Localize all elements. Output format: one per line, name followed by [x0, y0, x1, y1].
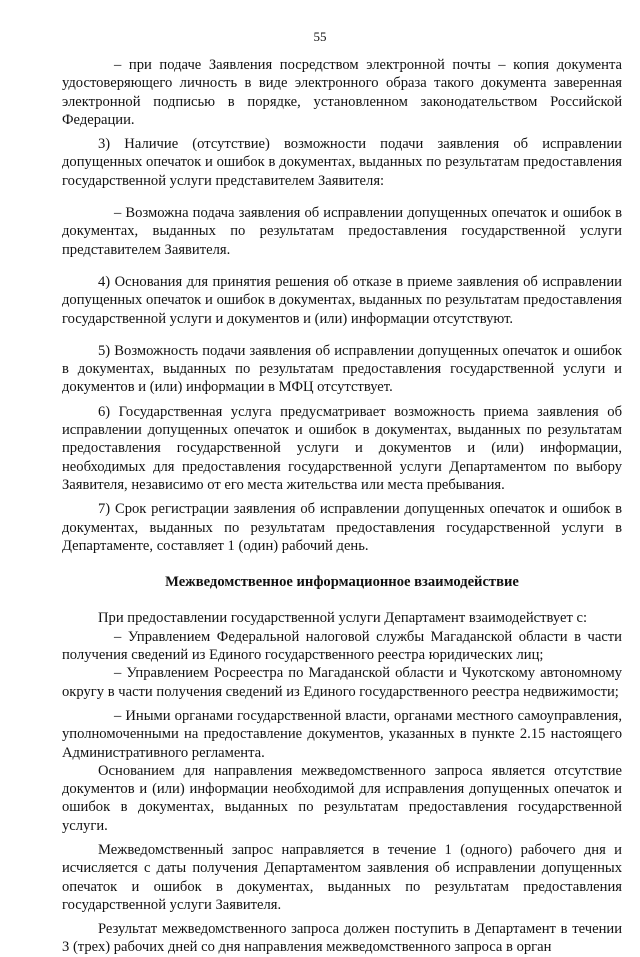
paragraph: – Возможна подача заявления об исправлении допущенных опечаток и ошибок в документах, выданных по результатам предоставления государственной услуги представителем Заявителя. [62, 205, 622, 258]
paragraph: – при подаче Заявления посредством электронной почты – копия документа удостоверяющего личность в виде электронного образа такого документа заверенная электронной подписью в порядке, установленном законодательством Российской Федерации. [62, 57, 622, 128]
paragraph: – Управлением Федеральной налоговой службы Магаданской области в части получения сведений из Единого государственного реестра юридических лиц; [62, 628, 622, 664]
paragraph: Результат межведомственного запроса должен поступить в Департамент в течении 3 (трех) рабочих дней со дня направления межведомственного запроса в орган [62, 921, 622, 956]
paragraph: Межведомственный запрос направляется в течение 1 (одного) рабочего дня и исчисляется с даты получения Департаментом заявления об исправлении допущенных опечаток и ошибок в документах, выданных по результатам предоставления государственной услуги Заявителя. [62, 841, 622, 913]
paragraph: 5) Возможность подачи заявления об исправлении допущенных опечаток и ошибок в документах, выданных по результатам предоставления государственной услуги и документов и (или) информации в МФЦ отсутствует. [62, 342, 622, 396]
paragraph: 3) Наличие (отсутствие) возможности подачи заявления об исправлении допущенных опечаток и ошибок в документах, выданных по результатам предоставления государственной услуги представителем Заявителя: [62, 136, 622, 189]
document-body [62, 56, 622, 957]
paragraph: 7) Срок регистрации заявления об исправлении допущенных опечаток и ошибок в документах, выданных по результатам предоставления государственной услуги в Департаменте, составляет 1 (один) рабочий день. [62, 501, 622, 554]
page-number: 55 [313, 29, 327, 44]
paragraph: 6) Государственная услуга предусматривает возможность приема заявления об исправлении допущенных опечаток и ошибок в документах, выданных по результатам предоставления государственной услуги и документов и (или) информации, необходимых для предоставления государственной услуги Департаментом по выбору Заявителя, независимо от его места жительства или места пребывания. [62, 403, 622, 493]
paragraph: – Иными органами государственной власти, органами местного самоуправления, уполномоченными на предоставление документов, указанных в пункте 2.15 настоящего Административного регламента. [62, 707, 622, 761]
paragraph: – Управлением Росреестра по Магаданской области и Чукотскому автономному округу в части получения сведений из Единого государственного реестра недвижимости; [62, 665, 622, 700]
section-heading: Межведомственное информационное взаимодействие [165, 574, 519, 591]
paragraph: Основанием для направления межведомственного запроса является отсутствие документов и (или) информации необходимой для исправления допущенных опечаток и ошибок в документах, выданных по результатам предоставления государственной услуги. [62, 762, 622, 834]
paragraph: 4) Основания для принятия решения об отказе в приеме заявления об исправлении допущенных опечаток и ошибок в документах, выданных по результатам предоставления государственной услуги и документов и (или) информации отсутствуют. [62, 273, 622, 327]
paragraph: При предоставлении государственной услуги Департамент взаимодействует с: [98, 610, 588, 627]
